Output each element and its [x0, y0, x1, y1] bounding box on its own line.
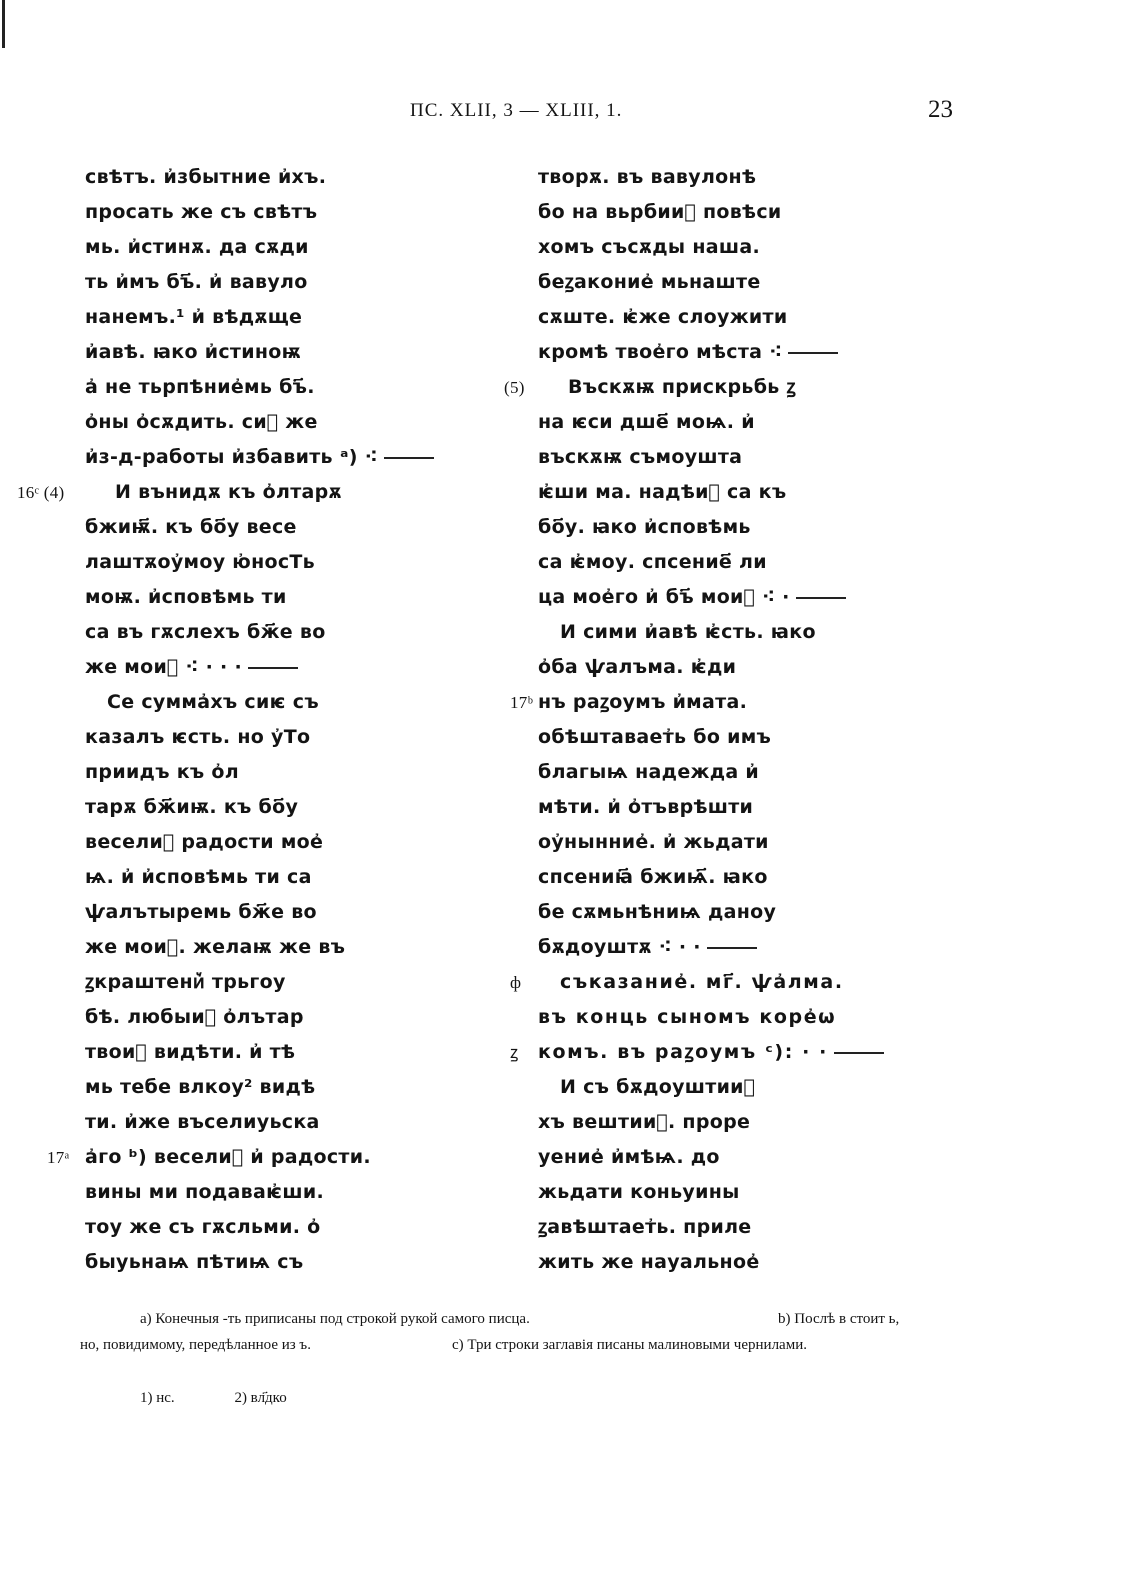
variant-note-1: 1) нс.: [140, 1390, 175, 1406]
footnote-b: b) Послѣ в стоит ь,: [778, 1311, 900, 1327]
text-line: жить же науальное҆: [538, 1251, 760, 1273]
text-line: казалъ ѥсть. но у҆То: [85, 726, 311, 748]
text-line: просать же съ свѣтъ: [85, 201, 318, 223]
text-line: ꙁавѣштает҆ь. приле: [538, 1216, 752, 1238]
verse-marker: 16ᶜ (4): [17, 483, 65, 502]
text-line: свѣтъ. и҆збытние и҆хъ.: [85, 166, 327, 188]
text-line: мь. и҆стинѫ. да сѫди: [85, 236, 309, 258]
text-line: о҆ны о҆сѫдить. си꙽ же: [85, 411, 318, 433]
text-line: Се сумма҆хъ сиѥ съ: [107, 691, 319, 713]
text-line: въскѫѭ съмоушта: [538, 446, 743, 468]
footnote-c: с) Три строки заглавія писаны малиновыми чернилами.: [452, 1337, 807, 1353]
text-line: И сими и҆авѣ ѥ҆сть. ꙗко: [560, 621, 816, 643]
text-line: бо на вьрбии꙽ повѣси: [538, 201, 782, 223]
text-line: бѫдоуштѫ ⁖ · ·: [538, 930, 898, 965]
text-line: твои꙽ видѣти. и҆ тѣ: [85, 1041, 296, 1063]
psalm-title-line: въ конць сыномъ коре҆ѡ: [538, 1006, 837, 1028]
text-line: бо҃у. ꙗко и҆сповѣмь: [538, 516, 751, 538]
text-line: 17ᵇ нъ раꙁоумъ и҆мата.: [538, 685, 898, 720]
right-column: [504, 160, 898, 1280]
text-line: же мои꙽ ⁖ · · ·: [85, 650, 445, 685]
text-line: нанемъ.¹ и҆ вѣдѫще: [85, 306, 303, 328]
text-line: приидъ къ о҆л: [85, 761, 239, 783]
psalm-title-line: ф съказание҆. мг҃. ѱа҆лма.: [538, 965, 898, 1000]
text-line: жьдати коньуины: [538, 1181, 740, 1203]
section-mark: ф: [510, 973, 523, 992]
text-line: бе сѫмьнѣниѩ даноу: [538, 901, 777, 923]
text-line: оу҆нынние҆. и҆ жьдати: [538, 831, 769, 853]
text-line: о҆ба ѱалъма. ѥ҆ди: [538, 656, 737, 678]
text-line: ца мое҆го и҆ бъ҃ мои꙽ ⁖ ·: [538, 580, 898, 615]
text-line: на ѥси дше҃ моѩ. и҆: [538, 411, 755, 433]
left-column: [17, 160, 445, 1280]
footnote-a: а) Конечныя -ть приписаны под строкой рукой самого писца.: [140, 1311, 530, 1327]
footnote-b-cont: но, повидимому, передѣланное из ъ.: [80, 1337, 311, 1353]
text-line: 16ᶜ (4) И вънидѫ къ о҆лтарѫ: [85, 475, 445, 510]
text-line: ꙁкраштени꙽ трьгоу: [85, 971, 286, 993]
text-line: хъ вештии꙽. проре: [538, 1111, 751, 1133]
text-line: вины ми подаваѥ҆ши.: [85, 1181, 324, 1203]
footnotes: [80, 1306, 970, 1358]
text-line: обѣштавает҆ь бо имъ: [538, 726, 772, 748]
variant-note-2: 2) вл҃дко: [234, 1390, 287, 1406]
text-line: весели꙽ радости мое҆: [85, 831, 324, 853]
text-line: а҆ не тьрпѣние҆мь бъ҃.: [85, 376, 315, 398]
text-line: И съ бѫдоуштии꙽: [560, 1076, 756, 1098]
text-line: бѣ. любыи꙽ о҆лътар: [85, 1006, 304, 1028]
text-line: лаштѫоу҆моу ю҆носТь: [85, 551, 315, 573]
text-line: тоу же съ гѫсльми. о҆: [85, 1216, 321, 1238]
variant-notes: [140, 1390, 343, 1407]
footnote-row: [80, 1332, 970, 1358]
footnote-row: [80, 1306, 970, 1332]
text-line: уение҆ и҆мѣѩ. до: [538, 1146, 720, 1168]
text-line: хомъ съсѫды наша.: [538, 236, 760, 258]
text-line: спсениꙗ҃ бжиѩ҃. ꙗко: [538, 866, 768, 888]
line-end-dash: [384, 457, 434, 459]
text-line: и҆з-д-работы и҆збавить ᵃ) ⁖: [85, 440, 445, 475]
text-line: ѱалътыремь бж҃е во: [85, 901, 317, 923]
text-line: моѭ. и҆сповѣмь ти: [85, 586, 287, 608]
text-line: ѩ. и҆ и҆сповѣмь ти са: [85, 866, 312, 888]
text-line: тарѫ бж҃иѭ. къ бо҃у: [85, 796, 299, 818]
text-line: кромѣ твое҆го мѣста ⁖: [538, 335, 898, 370]
text-line: бжиѭ҃. къ бо҃у весе: [85, 516, 297, 538]
verse-marker: (5): [504, 378, 525, 397]
text-line: 17ᵃ а҆го ᵇ) весели꙽ и҆ радости.: [85, 1140, 445, 1175]
verse-marker: 17ᵇ: [510, 693, 534, 712]
text-line: (5) Въскѫѭ прискрьбь ꙁ: [538, 370, 898, 405]
text-line: быуьнаѩ пѣтиѩ съ: [85, 1251, 304, 1273]
text-line: беꙁаконие҆ мьнаште: [538, 271, 761, 293]
text-line: мѣти. и҆ о҆тъврѣшти: [538, 796, 754, 818]
text-line: благыѩ надежда и҆: [538, 761, 760, 783]
line-end-dash: [788, 352, 838, 354]
line-end-dash: [707, 947, 757, 949]
line-end-dash: [834, 1052, 884, 1054]
text-line: ти. и҆же въселиуьска: [85, 1111, 320, 1133]
text-line: творѫ. въ вавулонѣ: [538, 166, 757, 188]
line-end-dash: [248, 667, 298, 669]
margin-rule: [2, 0, 5, 48]
text-line: са ѥ҆моу. спсение҃ ли: [538, 551, 767, 573]
text-line: же мои꙽. желаѭ же въ: [85, 936, 346, 958]
psalm-title-line: ꙁ комъ. въ раꙁоумъ ᶜ): · ·: [538, 1035, 898, 1070]
section-mark: ꙁ: [510, 1043, 520, 1062]
text-line: са въ гѫслехъ бж҃е во: [85, 621, 326, 643]
verse-marker: 17ᵃ: [47, 1148, 70, 1167]
text-line: сѫште. ѥ҆же слоужити: [538, 306, 788, 328]
running-head: ПС. XLII, 3 — XLIII, 1.: [410, 100, 623, 121]
text-line: мь тебе влкоу² видѣ: [85, 1076, 316, 1098]
text-line: ѥ҆ши ма. надѣи꙽ са къ: [538, 481, 787, 503]
page-number: 23: [928, 96, 953, 123]
text-line: и҆авѣ. ꙗко и҆стиноѭ: [85, 341, 302, 363]
text-line: ть и҆мъ бъ҃. и҆ вавуло: [85, 271, 308, 293]
line-end-dash: [796, 597, 846, 599]
